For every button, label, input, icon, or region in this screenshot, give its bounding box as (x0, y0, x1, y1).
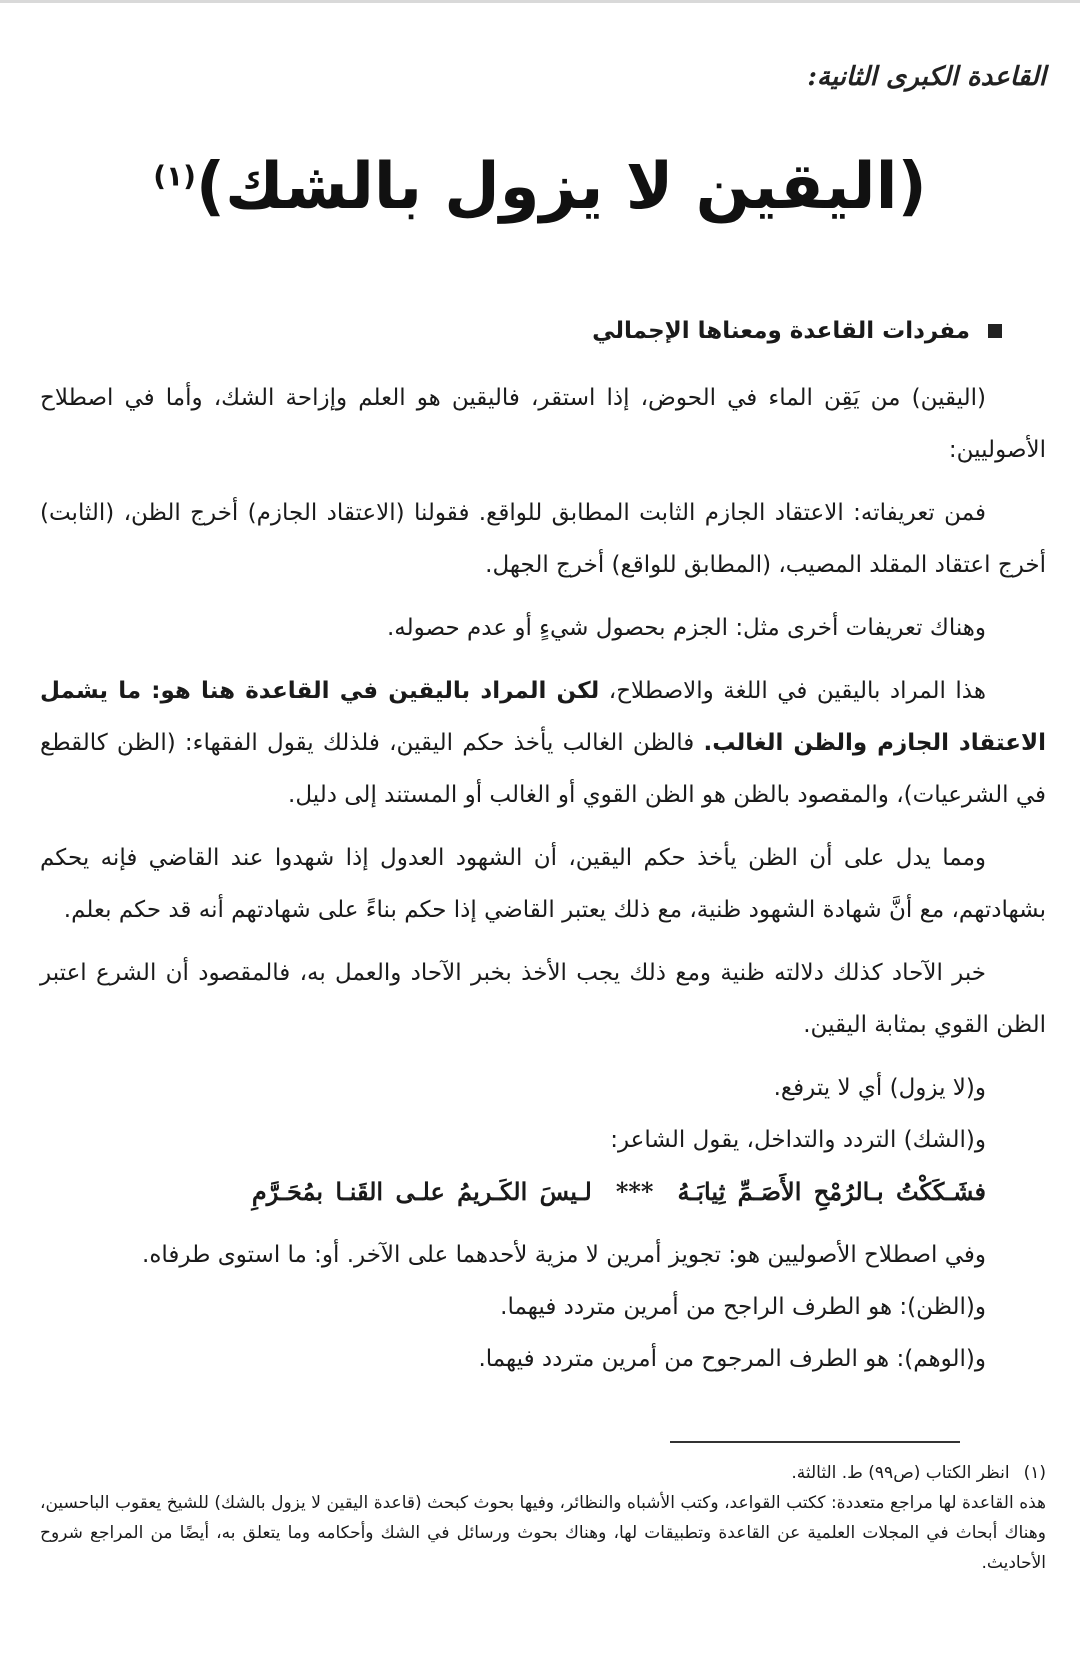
poem-separator: *** (615, 1177, 654, 1206)
title-text: (اليقين لا يزول بالشك) (195, 150, 927, 224)
paragraph-intended-meaning-bold: لكن المراد باليقين في القاعدة هنا هو: ما يشمل الاعتقاد الجازم والظن الغالب. (40, 678, 1047, 756)
page-title (0, 152, 1080, 222)
poem-verse (40, 1166, 1046, 1218)
paragraph-definition-technical: فمن تعريفاته: الاعتقاد الجازم الثابت المطابق للواقع. فقولنا (الاعتقاد الجازم) أخرج الظن، (الثابت) أخرج اعتقاد المقلد المصيب، (المطابق للواقع) أخرج الجهل. (40, 500, 1046, 578)
paragraph-not-removed: و(لا يزول) أي لا يترفع. (773, 1075, 986, 1101)
body-text (40, 372, 1046, 1385)
paragraph-intended-meaning (40, 665, 1046, 821)
paragraph-definition-linguistic: (اليقين) من يَقِن الماء في الحوض، إذا استقر، فاليقين هو العلم وإزاحة الشك، وأما في اصطلاح الأصوليين: (40, 385, 1046, 463)
paragraph-doubt: و(الشك) التردد والتداخل، يقول الشاعر: (610, 1127, 986, 1153)
paragraph-doubt-technical: وفي اصطلاح الأصوليين هو: تجويز أمرين لا مزية لأحدهما على الآخر. أو: ما استوى طرفاه. (142, 1242, 986, 1268)
paragraph-intended-meaning-rest: فالظن الغالب يأخذ حكم اليقين، فلذلك يقول الفقهاء: (الظن كالقطع في الشرعيات)، والمقصود بالظن هو الظن القوي أو الغالب أو المستند إلى دليل. (40, 730, 1046, 808)
rule-label: القاعدة الكبرى الثانية: (807, 62, 1046, 92)
footnote-divider (670, 1441, 960, 1443)
footnote-marker: (١) (1023, 1463, 1046, 1483)
footnote-references-text: هذه القاعدة لها مراجع متعددة: ككتب القواعد، وكتب الأشباه والنظائر، وفيها بحوث كبحث (قاعدة اليقين لا يزول بالشك) للشيخ يعقوب الباحسين، وهناك أبحاث في المجلات العلمية عن القاعدة وتطبيقات لها، وهناك بحوث ورسائل في الشك وأحكامه وما يتعلق به، أيضًا من المراجع شروح الأحاديث. (40, 1493, 1046, 1573)
paragraph-witnesses: ومما يدل على أن الظن يأخذ حكم اليقين، أن الشهود العدول إذا شهدوا عند القاضي فإنه يحكم بشهادتهم، مع أنَّ شهادة الشهود ظنية، مع ذلك يعتبر القاضي إذا حكم بناءً على شهادتهم أنه قد حكم بعلم. (40, 845, 1046, 923)
section-heading (592, 318, 1002, 344)
title-footnote-ref: (١) (153, 159, 196, 193)
paragraph-illusion: و(الوهم): هو الطرف المرجوح من أمرين متردد فيهما. (478, 1346, 986, 1372)
section-heading-text: مفردات القاعدة ومعناها الإجمالي (592, 318, 970, 344)
poem-first-hemistich: فشَـكَكْتُ بـالرُمْحِ الأَصَـمِّ ثِيابَـهُ (677, 1177, 986, 1206)
top-border (0, 0, 1080, 3)
footnote-reference: انظر الكتاب (ص٩٩) ط. الثالثة. (791, 1463, 1010, 1483)
paragraph-presumption: و(الظن): هو الطرف الراجح من أمرين متردد فيهما. (500, 1294, 986, 1320)
paragraph-intended-meaning-intro: هذا المراد باليقين في اللغة والاصطلاح، (599, 678, 986, 704)
square-bullet-icon (988, 324, 1002, 338)
poem-second-hemistich: لـيسَ الكَـريمُ علـى القَنـا بمُحَـرَّمِ (251, 1177, 592, 1206)
paragraph-other-definitions: وهناك تعريفات أخرى مثل: الجزم بحصول شيءٍ أو عدم حصوله. (387, 615, 986, 641)
paragraph-single-report: خبر الآحاد كذلك دلالته ظنية ومع ذلك يجب الأخذ بخبر الآحاد والعمل به، فالمقصود أن الشرع اعتبر الظن القوي بمثابة اليقين. (40, 960, 1046, 1038)
footnote-1 (40, 1458, 1046, 1488)
footnotes (40, 1458, 1046, 1578)
